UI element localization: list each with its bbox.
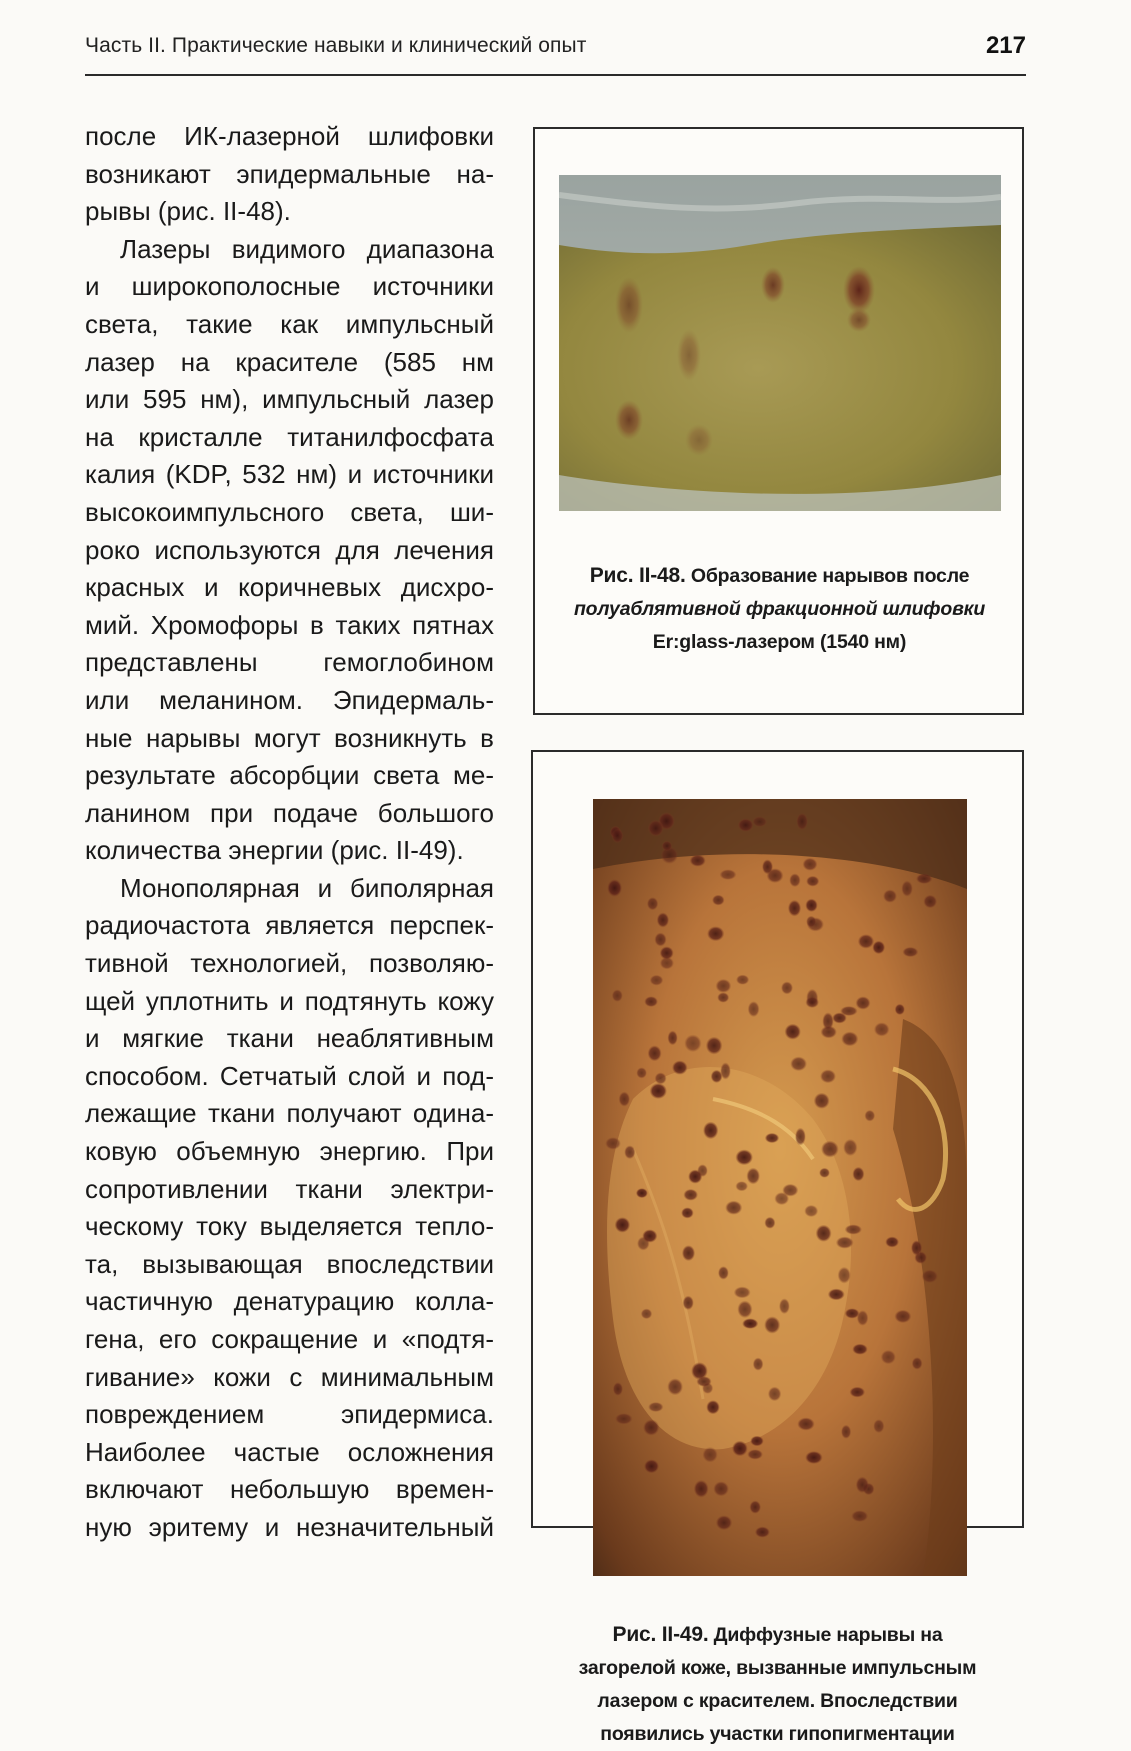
text-line: количества энергии (рис. II-49). [85, 835, 464, 866]
photo-texture-dot [691, 1362, 708, 1380]
photo-texture-dot [805, 899, 817, 912]
photo-texture-dot [895, 1004, 905, 1015]
figure-ii-49-caption-text-4: появились участки гипопигментации [600, 1723, 955, 1745]
photo-texture-dot [749, 1500, 761, 1513]
photo-texture-dot [916, 873, 933, 884]
page-number: 217 [985, 32, 1026, 59]
photo-texture-dot [838, 1267, 851, 1284]
text-line: красных и коричневых дисхро- [85, 572, 494, 603]
text-line: радиочастота является перспек- [85, 910, 494, 941]
text-line: лазер на красителе (585 нм [85, 346, 494, 377]
photo-texture-dot [706, 1037, 723, 1055]
photo-texture-dot [762, 859, 773, 874]
photo-texture-dot [619, 1092, 630, 1107]
text-line: включают небольшую времен- [85, 1474, 494, 1505]
figure-ii-49-caption-text: Диффузные нарывы на [708, 1624, 943, 1646]
photo-texture-dot [781, 981, 793, 994]
photo-texture-dot [806, 916, 816, 928]
photo-texture-dot [764, 1316, 780, 1333]
text-line: роко используются для лечения [85, 534, 494, 565]
figure-ii-48-caption-text-2: Er:glass-лазером (1540 нм) [652, 631, 907, 653]
figure-ii-48-caption-italic: полуаблятивной фракционной шлифовки [573, 598, 986, 620]
photo-texture-dot [734, 1287, 751, 1299]
photo-texture-dot [654, 933, 666, 947]
photo-texture-dot [636, 1067, 647, 1078]
photo-texture-dot [650, 975, 664, 986]
photo-texture-dot [636, 1188, 648, 1198]
text-line: мий. Хромофоры в таких пятнах [85, 609, 494, 640]
photo-texture-dot [725, 1201, 742, 1215]
text-line: щей уплотнить и подтянуть кожу [85, 985, 494, 1016]
photo-texture-dot [712, 895, 725, 906]
photo-texture-dot [765, 1133, 779, 1143]
photo-texture-dot [873, 1419, 884, 1433]
photo-texture-dot [735, 1181, 748, 1191]
photo-texture-dot [615, 1217, 631, 1233]
photo-texture-dot [865, 1110, 876, 1122]
photo-texture-dot [648, 1045, 662, 1061]
photo-texture-dot [706, 1400, 720, 1414]
photo-texture-dot [748, 1001, 760, 1017]
figure-ii-49-label: Рис. II-49. [612, 1623, 709, 1646]
photo-texture-dot [816, 1225, 832, 1242]
figure-ii-48 [533, 127, 1024, 715]
photo-texture-dot [821, 1026, 837, 1039]
photo-texture-dot [647, 897, 658, 910]
text-line: сопротивлении ткани электри- [85, 1173, 494, 1204]
photo-texture-dot [662, 841, 673, 851]
photo-texture-dot [702, 1447, 717, 1463]
photo-texture-dot [856, 1477, 869, 1494]
figure-ii-48-caption-text: Образование нарывов после [685, 565, 970, 587]
photo-texture-dot [702, 1383, 713, 1394]
text-line: на кристалле титанилфосфата [85, 421, 494, 452]
text-line: гивание» кожи с минимальным [85, 1361, 494, 1392]
photo-texture-dot [681, 1207, 694, 1218]
photo-texture-dot [737, 1301, 752, 1319]
photo-texture-dot [874, 1022, 890, 1036]
photo-texture-dot [836, 1237, 854, 1249]
photo-texture-dot [738, 818, 754, 832]
photo-texture-dot [648, 820, 664, 837]
photo-texture-dot [683, 1189, 698, 1201]
figure-ii-49-caption-text-3: лазером с красителем. Впоследствии [597, 1690, 958, 1712]
photo-texture-dot [806, 876, 819, 887]
photo-texture-dot [607, 879, 622, 897]
photo-texture-dot [713, 1481, 729, 1496]
photo-texture-dot [668, 1031, 678, 1046]
photo-texture-dot [850, 1387, 866, 1398]
photo-texture-dot [703, 1122, 718, 1140]
text-line: тивной технологией, позволяю- [85, 948, 494, 979]
photo-texture-dot [796, 813, 808, 831]
text-line: Наиболее частые осложнения [85, 1436, 494, 1467]
photo-texture-dot [805, 997, 819, 1008]
photo-texture-dot [732, 1441, 748, 1457]
text-line: ную эритему и незначительный [85, 1511, 494, 1542]
running-header-title: Часть II. Практические навыки и клинический опыт [85, 34, 587, 57]
photo-texture-dot [843, 1139, 857, 1156]
photo-texture-dot [641, 1309, 652, 1320]
text-line: ческому току выделяется тепло- [85, 1211, 494, 1242]
photo-texture-dot [902, 947, 918, 957]
photo-texture-dot [644, 1459, 659, 1473]
photo-texture-dot [872, 941, 885, 954]
photo-texture-dot [752, 816, 767, 827]
text-line: ковую объемную энергию. При [85, 1136, 494, 1167]
text-line: возникают эпидермальные на- [85, 158, 494, 189]
photo-texture-dot [828, 1289, 845, 1301]
photo-texture-dot [750, 1436, 764, 1447]
text-line: частичную денатурацию колла- [85, 1286, 494, 1317]
text-line: или 595 нм), импульсный лазер [85, 384, 494, 415]
photo-texture-dot [717, 992, 729, 1002]
photo-texture-dot [881, 1350, 896, 1364]
figure-ii-48-label: Рис. II-48. [589, 564, 686, 587]
text-line: повреждением эпидермиса. [85, 1399, 494, 1430]
photo-texture-dot [901, 880, 913, 896]
photo-texture-dot [923, 895, 937, 909]
photo-texture-dot [650, 1083, 667, 1099]
photo-texture-dot [643, 1419, 659, 1435]
photo-texture-dot [657, 912, 669, 927]
figure-ii-48-caption [555, 559, 1004, 659]
photo-texture-dot [720, 869, 737, 880]
figure-ii-49-caption-text-2: загорелой коже, вызванные импульсным [578, 1657, 977, 1679]
photo-texture-dot [883, 889, 897, 902]
photo-texture-dot [690, 855, 706, 867]
photo-texture-dot [707, 926, 724, 941]
photo-texture-dot [612, 989, 623, 1002]
photo-texture-dot [683, 1296, 694, 1310]
photo-texture-dot [711, 1070, 723, 1083]
photo-texture-dot [694, 1480, 709, 1498]
photo-texture-dot [912, 1357, 923, 1370]
photo-texture-dot [648, 1402, 663, 1412]
photo-texture-dot [613, 1382, 623, 1396]
photo-texture-dot [789, 873, 800, 887]
photo-texture-dot [672, 1060, 688, 1074]
photo-texture-dot [841, 1425, 851, 1439]
text-line: ланином при подаче большого [85, 797, 494, 828]
photo-texture-dot [821, 1141, 839, 1158]
photo-texture-dot [805, 1451, 823, 1464]
photo-texture-dot [753, 1358, 764, 1371]
photo-texture-dot [852, 1167, 864, 1181]
text-line: гена, его сокращение и «подтя- [85, 1324, 494, 1354]
photo-texture-dot [747, 1449, 763, 1459]
photo-texture-dot [746, 1168, 760, 1185]
photo-texture-dot [642, 1229, 657, 1242]
photo-texture-dot [655, 1072, 667, 1084]
figure-ii-49-caption [553, 1618, 1002, 1751]
photo-texture-dot [716, 979, 732, 993]
text-line: после ИК-лазерной шлифовки [85, 121, 494, 151]
running-header [85, 34, 1026, 76]
photo-texture-dot [819, 1168, 830, 1178]
text-line: и мягкие ткани неаблятивным [85, 1023, 494, 1054]
text-line: света, такие как импульсный [85, 308, 494, 339]
photo-texture-dot [605, 1137, 621, 1150]
photo-texture-dot [814, 1093, 830, 1109]
photo-texture-dot [735, 1149, 753, 1165]
text-line: Лазеры видимого диапазона [120, 233, 494, 264]
photo-texture-dot [788, 900, 801, 917]
text-line: высокоимпульсного света, ши- [85, 496, 494, 527]
photo-texture-dot [684, 1035, 701, 1053]
photo-texture-dot [764, 1217, 775, 1229]
photo-texture-dot [782, 1184, 798, 1197]
photo-texture-dot [755, 1527, 770, 1538]
photo-texture-dot [667, 1378, 683, 1395]
photo-texture-dot [742, 1318, 758, 1329]
photo-texture-dot [768, 1387, 781, 1402]
photo-texture-dot [803, 858, 818, 871]
photo-texture-dot [718, 1266, 729, 1280]
text-line: калия (KDP, 532 нм) и источники [85, 459, 494, 490]
figure-ii-48-photo [559, 175, 1001, 511]
text-line: лежащие ткани получают одина- [85, 1098, 494, 1129]
photo-texture-dot [885, 1237, 899, 1248]
photo-texture-dot [858, 934, 874, 949]
text-line: Монополярная и биполярная [120, 872, 494, 903]
photo-texture-dot [922, 1270, 939, 1284]
photo-texture-dot [797, 1417, 815, 1430]
photo-texture-dot [644, 996, 658, 1007]
photo-texture-dot [845, 1224, 862, 1234]
photo-texture-dot [894, 1310, 911, 1323]
figure-ii-49-photo [593, 799, 967, 1576]
photo-texture-dot [856, 996, 871, 1009]
photo-texture-dot [911, 1240, 922, 1255]
text-line: результате абсорбции света ме- [85, 760, 494, 791]
photo-texture-dot [612, 829, 624, 844]
photo-texture-dot [845, 1308, 860, 1318]
text-line: та, вызывающая впоследствии [85, 1248, 494, 1279]
photo-texture-dot [615, 1413, 633, 1424]
photo-texture-dot [851, 1510, 868, 1522]
photo-texture-dot [682, 1245, 695, 1261]
photo-texture-dot [832, 1013, 847, 1024]
photo-texture-dot [841, 1032, 858, 1047]
photo-texture-dot [688, 1170, 702, 1184]
photo-texture-dot [779, 1298, 790, 1314]
photo-texture-dot [624, 1145, 635, 1159]
photo-texture-dot [790, 1057, 807, 1072]
text-line: и широкополосные источники [85, 271, 494, 302]
photo-texture-dot [785, 1024, 801, 1040]
photo-texture-dot [820, 1069, 836, 1083]
text-line: представлены гемоглобином [85, 647, 494, 678]
text-line: ные нарывы могут возникнуть в [85, 722, 494, 753]
photo-texture-dot [716, 1515, 733, 1530]
text-line: или меланином. Эпидермаль- [85, 684, 494, 715]
text-line: способом. Сетчатый слой и под- [85, 1060, 494, 1091]
photo-texture-dot [804, 1205, 818, 1217]
body-text-column [85, 118, 494, 1547]
photo-texture-dot [852, 1344, 868, 1355]
photo-texture-dot [736, 975, 749, 985]
photo-texture-dot [795, 1128, 806, 1146]
photo-texture-dot [660, 946, 674, 959]
figure-ii-49 [531, 750, 1024, 1745]
text-line: рывы (рис. II-48). [85, 196, 291, 227]
